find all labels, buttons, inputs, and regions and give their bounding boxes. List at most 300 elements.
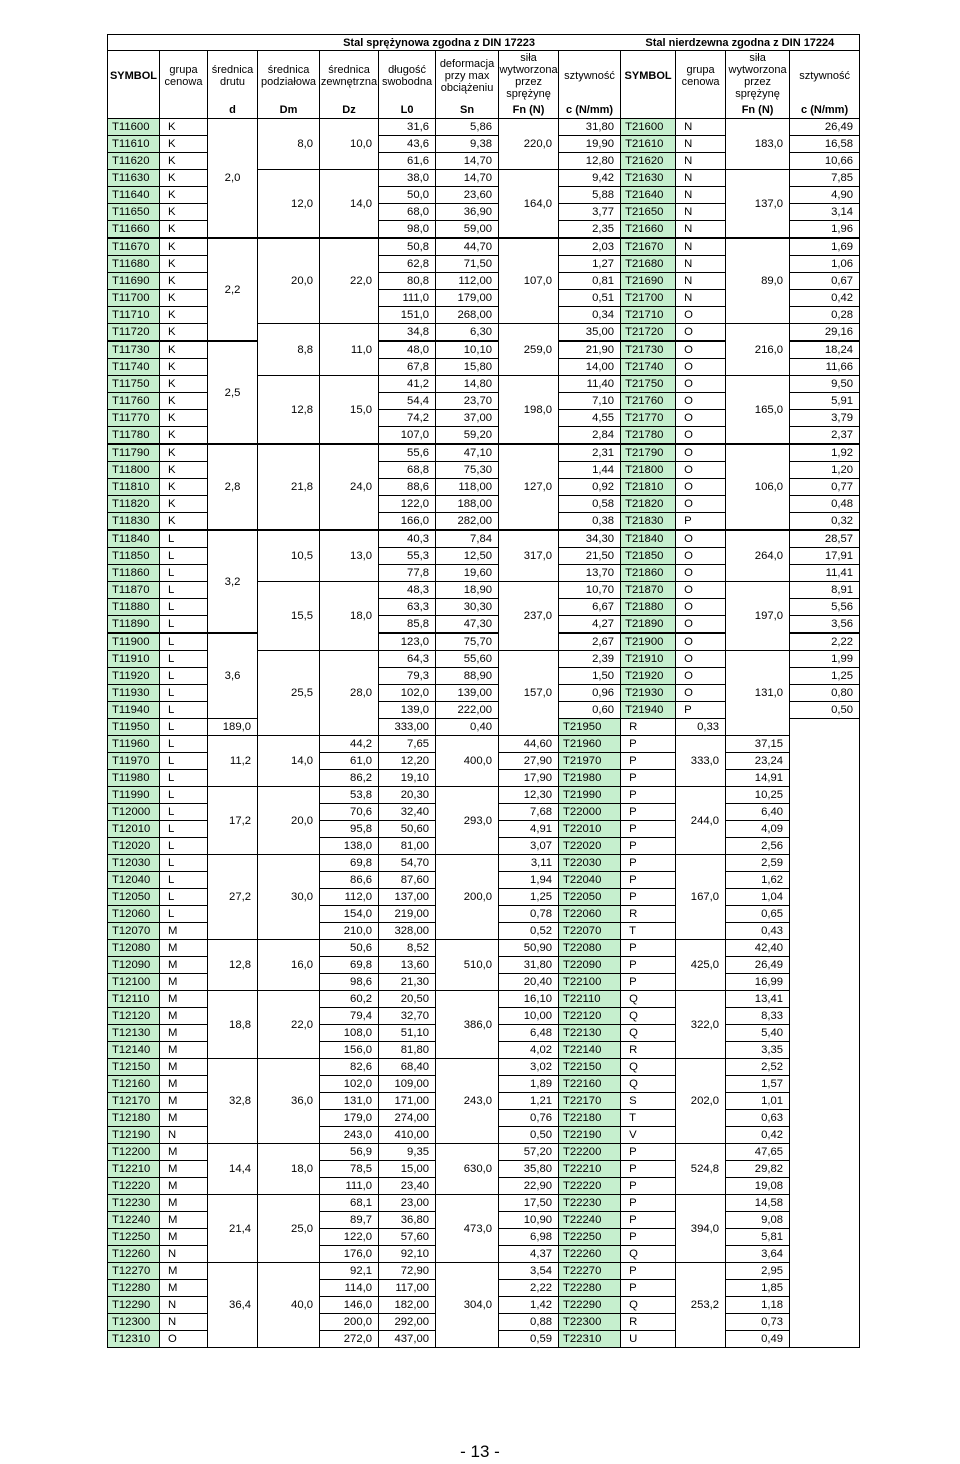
symbol-cell: T11740 (108, 359, 160, 376)
symbol-2-cell: T22170 (559, 1093, 621, 1110)
price-group-cell: K (160, 324, 208, 342)
symbol-2-cell: T21670 (621, 238, 676, 256)
symbol-cell: T11800 (108, 462, 160, 479)
stiffness-2-cell: 17,91 (790, 548, 860, 565)
deflection-cell: 282,00 (436, 513, 499, 531)
price-group-2-cell: O (676, 530, 726, 548)
pitch-diameter-cell: 8,0 (258, 119, 320, 170)
price-group-2-cell: N (676, 273, 726, 290)
stiffness-2-cell: 26,49 (790, 119, 860, 136)
col-group-2: grupa cenowa (676, 51, 726, 102)
stiffness-cell: 0,60 (559, 702, 621, 719)
unit-dz: Dz (320, 101, 379, 119)
free-length-cell: 68,0 (379, 204, 436, 221)
price-group-cell: M (160, 1178, 208, 1195)
price-group-2-cell: O (676, 444, 726, 462)
free-length-cell: 48,0 (379, 341, 436, 359)
stiffness-2-cell: 47,65 (726, 1144, 790, 1161)
price-group-cell: K (160, 393, 208, 410)
stiffness-cell: 4,02 (499, 1042, 559, 1059)
price-group-cell: L (160, 548, 208, 565)
price-group-2-cell: Q (621, 991, 676, 1008)
stiffness-2-cell: 1,06 (790, 256, 860, 273)
price-group-cell: M (160, 923, 208, 940)
symbol-2-cell: T21760 (621, 393, 676, 410)
table-row (108, 991, 860, 1008)
force-2-cell: 167,0 (676, 855, 726, 940)
price-group-2-cell: O (676, 668, 726, 685)
price-group-cell: L (160, 872, 208, 889)
free-length-cell: 50,0 (379, 187, 436, 204)
deflection-cell: 10,10 (436, 341, 499, 359)
symbol-cell: T11680 (108, 256, 160, 273)
free-length-cell: 44,2 (320, 736, 379, 753)
price-group-cell: M (160, 1008, 208, 1025)
price-group-2-cell: Q (621, 1246, 676, 1263)
unit-dm: Dm (258, 101, 320, 119)
deflection-cell: 139,00 (436, 685, 499, 702)
symbol-cell: T11790 (108, 444, 160, 462)
symbol-2-cell: T22140 (559, 1042, 621, 1059)
wire-diameter-cell: 2,5 (208, 341, 258, 444)
symbol-cell: T12120 (108, 1008, 160, 1025)
symbol-2-cell: T22080 (559, 940, 621, 957)
price-group-cell: K (160, 444, 208, 462)
deflection-cell: 5,86 (436, 119, 499, 136)
stiffness-cell: 3,54 (499, 1263, 559, 1280)
stiffness-cell: 10,90 (499, 1212, 559, 1229)
free-length-cell: 98,6 (320, 974, 379, 991)
stiffness-cell: 1,50 (559, 668, 621, 685)
deflection-cell: 6,30 (436, 324, 499, 342)
free-length-cell: 61,6 (379, 153, 436, 170)
stiffness-2-cell: 1,01 (726, 1093, 790, 1110)
symbol-2-cell: T21730 (621, 341, 676, 359)
free-length-cell: 54,4 (379, 393, 436, 410)
stiffness-2-cell: 2,22 (790, 633, 860, 651)
price-group-2-cell: P (621, 838, 676, 855)
force-2-cell: 137,0 (726, 170, 790, 239)
price-group-2-cell: Q (621, 1059, 676, 1076)
symbol-cell: T11600 (108, 119, 160, 136)
stiffness-2-cell: 3,35 (726, 1042, 790, 1059)
price-group-2-cell: P (621, 821, 676, 838)
symbol-cell: T12080 (108, 940, 160, 957)
symbol-cell: T11640 (108, 187, 160, 204)
free-length-cell: 68,1 (320, 1195, 379, 1212)
deflection-cell: 36,80 (379, 1212, 436, 1229)
symbol-2-cell: T21720 (621, 324, 676, 342)
price-group-2-cell: P (621, 1280, 676, 1297)
symbol-cell: T11870 (108, 582, 160, 599)
col-symbol: SYMBOL (108, 51, 160, 102)
symbol-2-cell: T21640 (621, 187, 676, 204)
symbol-2-cell: T22120 (559, 1008, 621, 1025)
price-group-cell: M (160, 1093, 208, 1110)
free-length-cell: 154,0 (320, 906, 379, 923)
price-group-2-cell: P (621, 770, 676, 787)
symbol-cell: T12270 (108, 1263, 160, 1280)
din17223-title: Stal sprężynowa zgodna z DIN 17223 (258, 35, 621, 51)
price-group-2-cell: P (621, 940, 676, 957)
stiffness-cell: 0,81 (559, 273, 621, 290)
stiffness-2-cell: 0,42 (790, 290, 860, 307)
stiffness-2-cell: 29,82 (726, 1161, 790, 1178)
deflection-cell: 37,00 (436, 410, 499, 427)
stiffness-2-cell: 37,15 (726, 736, 790, 753)
symbol-cell: T12220 (108, 1178, 160, 1195)
price-group-2-cell: O (676, 548, 726, 565)
unit-fn: Fn (N) (499, 101, 559, 119)
deflection-cell: 437,00 (379, 1331, 436, 1348)
symbol-cell: T11610 (108, 136, 160, 153)
deflection-cell: 51,10 (379, 1025, 436, 1042)
price-group-cell: M (160, 1280, 208, 1297)
col-group: grupa cenowa (160, 51, 208, 102)
price-group-2-cell: O (676, 685, 726, 702)
stiffness-2-cell: 29,16 (790, 324, 860, 342)
stiffness-cell: 22,90 (499, 1178, 559, 1195)
stiffness-2-cell: 11,66 (790, 359, 860, 376)
table-row (108, 444, 860, 462)
stiffness-cell: 0,88 (499, 1314, 559, 1331)
stiffness-2-cell: 1,69 (790, 238, 860, 256)
stiffness-2-cell: 0,48 (790, 496, 860, 513)
price-group-cell: M (160, 991, 208, 1008)
symbol-cell: T12000 (108, 804, 160, 821)
table-header (108, 35, 860, 119)
stiffness-cell: 10,00 (499, 1008, 559, 1025)
symbol-2-cell: T21800 (621, 462, 676, 479)
symbol-2-cell: T21850 (621, 548, 676, 565)
price-group-2-cell: P (621, 753, 676, 770)
pitch-diameter-cell: 25,5 (258, 651, 320, 736)
free-length-cell: 131,0 (320, 1093, 379, 1110)
force-2-cell: 425,0 (676, 940, 726, 991)
wire-diameter-cell: 2,2 (208, 238, 258, 341)
stiffness-cell: 1,44 (559, 462, 621, 479)
price-group-cell: K (160, 376, 208, 393)
force-cell: 304,0 (436, 1263, 499, 1348)
symbol-cell: T12240 (108, 1212, 160, 1229)
price-group-cell: M (160, 1144, 208, 1161)
pitch-diameter-cell: 14,4 (208, 1144, 258, 1195)
deflection-cell: 117,00 (379, 1280, 436, 1297)
price-group-cell: L (160, 855, 208, 872)
price-group-cell: L (160, 668, 208, 685)
deflection-cell: 75,30 (436, 462, 499, 479)
free-length-cell: 74,2 (379, 410, 436, 427)
symbol-2-cell: T22210 (559, 1161, 621, 1178)
stiffness-cell: 1,89 (499, 1076, 559, 1093)
deflection-cell: 36,90 (436, 204, 499, 221)
price-group-2-cell: O (676, 582, 726, 599)
symbol-2-cell: T21750 (621, 376, 676, 393)
stiffness-2-cell: 1,57 (726, 1076, 790, 1093)
free-length-cell: 108,0 (320, 1025, 379, 1042)
symbol-2-cell: T21870 (621, 582, 676, 599)
free-length-cell: 272,0 (320, 1331, 379, 1348)
symbol-cell: T11830 (108, 513, 160, 531)
deflection-cell: 15,80 (436, 359, 499, 376)
price-group-cell: K (160, 273, 208, 290)
price-group-cell: M (160, 1161, 208, 1178)
price-group-2-cell: N (676, 204, 726, 221)
symbol-cell: T11670 (108, 238, 160, 256)
stiffness-cell: 35,80 (499, 1161, 559, 1178)
free-length-cell: 67,8 (379, 359, 436, 376)
stiffness-cell: 11,40 (559, 376, 621, 393)
symbol-2-cell: T21980 (559, 770, 621, 787)
outer-diameter-cell: 18,0 (320, 582, 379, 651)
stiffness-cell: 14,00 (559, 359, 621, 376)
symbol-cell: T12140 (108, 1042, 160, 1059)
stiffness-cell: 3,07 (499, 838, 559, 855)
stiffness-2-cell: 0,49 (726, 1331, 790, 1348)
symbol-2-cell: T21630 (621, 170, 676, 187)
stiffness-2-cell: 2,59 (726, 855, 790, 872)
force-cell: 157,0 (499, 651, 559, 736)
deflection-cell: 137,00 (379, 889, 436, 906)
price-group-2-cell: P (621, 787, 676, 804)
col-symbol-2: SYMBOL (621, 51, 676, 102)
price-group-cell: K (160, 496, 208, 513)
symbol-2-cell: T22160 (559, 1076, 621, 1093)
price-group-cell: K (160, 513, 208, 531)
free-length-cell: 79,4 (320, 1008, 379, 1025)
price-group-2-cell: Q (621, 1025, 676, 1042)
symbol-cell: T11720 (108, 324, 160, 342)
price-group-2-cell: N (676, 238, 726, 256)
outer-diameter-cell: 13,0 (320, 530, 379, 582)
deflection-cell: 23,70 (436, 393, 499, 410)
deflection-cell: 20,50 (379, 991, 436, 1008)
price-group-2-cell: N (676, 221, 726, 239)
stiffness-2-cell: 0,43 (726, 923, 790, 940)
price-group-2-cell: P (621, 1144, 676, 1161)
price-group-cell: M (160, 1059, 208, 1076)
price-group-cell: M (160, 974, 208, 991)
price-group-cell: K (160, 153, 208, 170)
symbol-2-cell: T22300 (559, 1314, 621, 1331)
symbol-cell: T11660 (108, 221, 160, 239)
price-group-cell: L (160, 530, 208, 548)
stiffness-cell: 9,42 (559, 170, 621, 187)
price-group-2-cell: N (676, 136, 726, 153)
stiffness-2-cell: 9,08 (726, 1212, 790, 1229)
stiffness-2-cell: 19,08 (726, 1178, 790, 1195)
wire-diameter-cell: 2,8 (208, 444, 258, 530)
col-force: siła wytworzona przez sprężynę (499, 52, 558, 100)
price-group-2-cell: P (621, 1195, 676, 1212)
price-group-2-cell: R (621, 1314, 676, 1331)
price-group-2-cell: O (676, 599, 726, 616)
symbol-cell: T12230 (108, 1195, 160, 1212)
stiffness-2-cell: 0,65 (726, 906, 790, 923)
stiffness-2-cell: 3,56 (790, 616, 860, 634)
symbol-cell: T12130 (108, 1025, 160, 1042)
unit-fn-2: Fn (N) (726, 101, 790, 119)
table-row (108, 1144, 860, 1161)
symbol-cell: T11980 (108, 770, 160, 787)
symbol-cell: T11900 (108, 633, 160, 651)
col-stiffness: sztywność (559, 51, 621, 102)
symbol-2-cell: T22090 (559, 957, 621, 974)
col-max-deflection: deformacja przy max obciążeniu (436, 51, 499, 102)
stiffness-2-cell: 7,85 (790, 170, 860, 187)
force-2-cell: 264,0 (726, 530, 790, 582)
symbol-2-cell: T21770 (621, 410, 676, 427)
stiffness-cell: 17,50 (499, 1195, 559, 1212)
table-row (108, 736, 860, 753)
stiffness-2-cell: 0,73 (726, 1314, 790, 1331)
symbol-cell: T11960 (108, 736, 160, 753)
stiffness-2-cell: 2,37 (790, 427, 860, 445)
deflection-cell: 15,00 (379, 1161, 436, 1178)
outer-diameter-cell: 30,0 (258, 855, 320, 940)
stiffness-cell: 1,27 (559, 256, 621, 273)
price-group-2-cell: O (676, 427, 726, 445)
deflection-cell: 219,00 (379, 906, 436, 923)
free-length-cell: 95,8 (320, 821, 379, 838)
unit-group-2 (676, 101, 726, 119)
stiffness-2-cell: 9,50 (790, 376, 860, 393)
price-group-cell: K (160, 238, 208, 256)
stiffness-2-cell: 5,91 (790, 393, 860, 410)
symbol-cell: T11860 (108, 565, 160, 582)
unit-c: c (N/mm) (559, 101, 621, 119)
stiffness-cell: 3,77 (559, 204, 621, 221)
stiffness-cell: 0,92 (559, 479, 621, 496)
free-length-cell: 50,6 (320, 940, 379, 957)
deflection-cell: 333,00 (379, 719, 436, 736)
deflection-cell: 23,40 (379, 1178, 436, 1195)
symbol-2-cell: T22070 (559, 923, 621, 940)
stiffness-2-cell: 0,28 (790, 307, 860, 324)
symbol-2-cell: T22150 (559, 1059, 621, 1076)
symbol-2-cell: T22240 (559, 1212, 621, 1229)
price-group-cell: L (160, 702, 208, 719)
deflection-cell: 54,70 (379, 855, 436, 872)
free-length-cell: 82,6 (320, 1059, 379, 1076)
free-length-cell: 123,0 (379, 633, 436, 651)
symbol-cell: T12310 (108, 1331, 160, 1348)
symbol-cell: T12070 (108, 923, 160, 940)
symbol-cell: T12260 (108, 1246, 160, 1263)
symbol-2-cell: T21910 (621, 651, 676, 668)
force-cell: 127,0 (499, 444, 559, 530)
symbol-2-cell: T21790 (621, 444, 676, 462)
outer-diameter-cell: 10,0 (320, 119, 379, 170)
stiffness-cell: 21,90 (559, 341, 621, 359)
free-length-cell: 102,0 (320, 1076, 379, 1093)
price-group-2-cell: P (621, 1212, 676, 1229)
free-length-cell: 70,6 (320, 804, 379, 821)
force-cell: 510,0 (436, 940, 499, 991)
price-group-cell: M (160, 1042, 208, 1059)
free-length-cell: 80,8 (379, 273, 436, 290)
price-group-cell: K (160, 359, 208, 376)
symbol-2-cell: T22100 (559, 974, 621, 991)
deflection-cell: 268,00 (436, 307, 499, 324)
symbol-cell: T12200 (108, 1144, 160, 1161)
symbol-2-cell: T21830 (621, 513, 676, 531)
force-2-cell: 89,0 (726, 238, 790, 324)
symbol-cell: T12150 (108, 1059, 160, 1076)
deflection-cell: 112,00 (436, 273, 499, 290)
stiffness-2-cell: 14,58 (726, 1195, 790, 1212)
outer-diameter-cell: 22,0 (320, 238, 379, 324)
symbol-2-cell: T22040 (559, 872, 621, 889)
symbol-2-cell: T22290 (559, 1297, 621, 1314)
unit-c-2: c (N/mm) (790, 101, 860, 119)
deflection-cell: 32,70 (379, 1008, 436, 1025)
stiffness-cell: 1,94 (499, 872, 559, 889)
pitch-diameter-cell: 17,2 (208, 787, 258, 855)
symbol-2-cell: T21890 (621, 616, 676, 634)
price-group-cell: L (160, 770, 208, 787)
symbol-2-cell: T22000 (559, 804, 621, 821)
deflection-cell: 8,52 (379, 940, 436, 957)
stiffness-2-cell: 5,56 (790, 599, 860, 616)
stiffness-cell: 12,30 (499, 787, 559, 804)
stiffness-2-cell: 1,20 (790, 462, 860, 479)
symbol-2-cell: T21620 (621, 153, 676, 170)
free-length-cell: 61,0 (320, 753, 379, 770)
price-group-cell: L (160, 804, 208, 821)
stiffness-2-cell: 0,63 (726, 1110, 790, 1127)
deflection-cell: 14,70 (436, 153, 499, 170)
symbol-cell: T11770 (108, 410, 160, 427)
pitch-diameter-cell: 32,8 (208, 1059, 258, 1144)
symbol-2-cell: T22310 (559, 1331, 621, 1348)
deflection-cell: 81,00 (379, 838, 436, 855)
stiffness-cell: 27,90 (499, 753, 559, 770)
stiffness-cell: 0,40 (436, 719, 499, 736)
symbol-cell: T12290 (108, 1297, 160, 1314)
price-group-2-cell: S (621, 1093, 676, 1110)
free-length-cell: 40,3 (379, 530, 436, 548)
symbol-2-cell: T21950 (559, 719, 621, 736)
symbol-cell: T12170 (108, 1093, 160, 1110)
deflection-cell: 7,65 (379, 736, 436, 753)
stiffness-2-cell: 11,41 (790, 565, 860, 582)
price-group-2-cell: O (676, 324, 726, 342)
stiffness-cell: 2,31 (559, 444, 621, 462)
outer-diameter-cell: 25,0 (258, 1195, 320, 1263)
stiffness-cell: 0,78 (499, 906, 559, 923)
stiffness-cell: 34,30 (559, 530, 621, 548)
price-group-2-cell: P (621, 855, 676, 872)
unit-l0: L0 (379, 101, 436, 119)
free-length-cell: 55,3 (379, 548, 436, 565)
force-cell: 473,0 (436, 1195, 499, 1263)
free-length-cell: 107,0 (379, 427, 436, 445)
symbol-cell: T12280 (108, 1280, 160, 1297)
free-length-cell: 41,2 (379, 376, 436, 393)
stiffness-2-cell: 4,09 (726, 821, 790, 838)
header-blank (108, 35, 258, 51)
stiffness-cell: 12,80 (559, 153, 621, 170)
price-group-cell: M (160, 1110, 208, 1127)
stiffness-cell: 0,58 (559, 496, 621, 513)
symbol-cell: T11710 (108, 307, 160, 324)
pitch-diameter-cell: 27,2 (208, 855, 258, 940)
stiffness-cell: 0,96 (559, 685, 621, 702)
deflection-cell: 59,00 (436, 221, 499, 239)
deflection-cell: 55,60 (436, 651, 499, 668)
symbol-2-cell: T21900 (621, 633, 676, 651)
